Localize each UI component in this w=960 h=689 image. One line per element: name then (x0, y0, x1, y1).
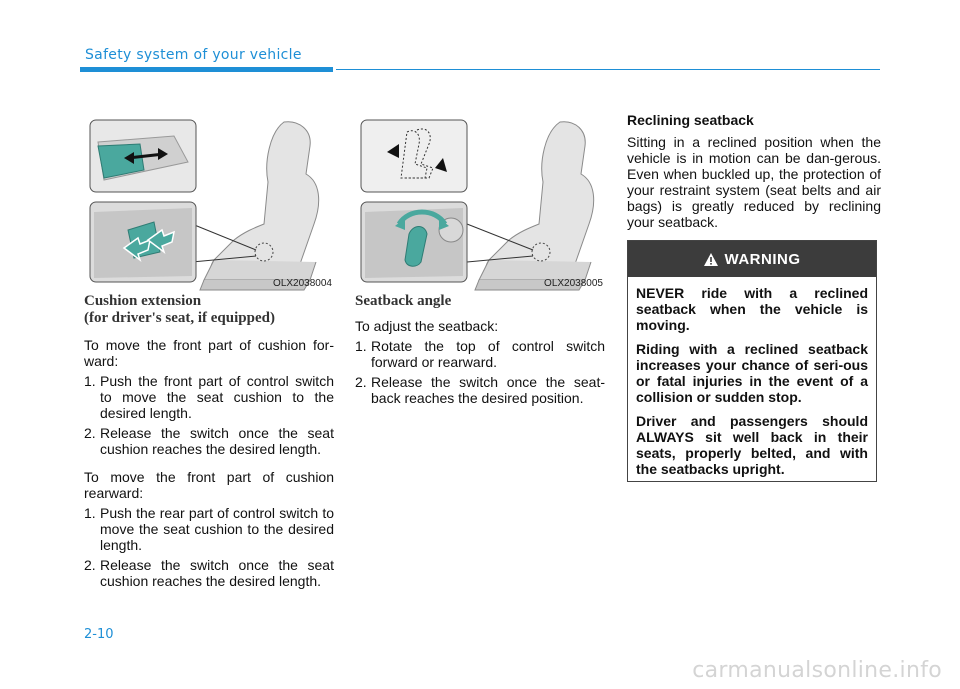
warning-triangle-icon (704, 253, 718, 266)
intro-forward: To move the front part of cushion for-ward: (84, 337, 334, 369)
rearward-steps (84, 505, 334, 589)
warning-body (628, 277, 876, 477)
intro-rearward: To move the front part of cushion rearward: (84, 469, 334, 501)
forward-steps (84, 373, 334, 457)
section-subheading: (for driver's seat, if equipped) (84, 310, 275, 326)
seatback-angle-section (355, 293, 605, 410)
seat-illustration (355, 112, 605, 292)
header-rule (80, 67, 333, 72)
section-heading: Seatback angle (355, 293, 452, 309)
page-number: 2-10 (84, 627, 114, 642)
seatback-intro: To adjust the seatback: (355, 318, 499, 334)
seatback-angle-figure (355, 112, 605, 292)
warning-paragraph: Driver and passengers should ALWAYS sit well back in their seats, properly belted, and with the seatbacks upright. (636, 413, 868, 477)
list-item: 1. Push the front part of control switch to move the seat cushion to the desired length. (84, 373, 334, 421)
list-item: 2. Release the switch once the seat cushion reaches the desired length. (84, 557, 334, 589)
warning-paragraph: NEVER ride with a reclined seatback when the vehicle is moving. (636, 285, 868, 333)
seatback-steps (355, 338, 605, 406)
list-item: 2. Release the switch once the seat cushion reaches the desired length. (84, 425, 334, 457)
header-rule-thin (336, 69, 880, 70)
figure-code: OLX2038005 (544, 278, 603, 289)
figure-code: OLX2038004 (273, 278, 332, 289)
list-item: 1. Push the rear part of control switch to move the seat cushion to the desired length. (84, 505, 334, 553)
section-heading: Reclining seatback (627, 112, 754, 128)
warning-label: WARNING (724, 250, 801, 268)
list-item: 1. Rotate the top of control switch forward or rearward. (355, 338, 605, 370)
header-title: Safety system of your vehicle (85, 47, 302, 63)
warning-header (628, 241, 876, 277)
cushion-extension-figure (84, 112, 334, 292)
reclining-text: Sitting in a reclined position when the vehicle is in motion can be dan-gerous. Even when buckled up, the protection of your restraint system (seat belts and air bags) is greatly reduced by reclining your seatback. (627, 134, 881, 230)
warning-paragraph: Riding with a reclined seatback increases your chance of seri-ous or fatal injuries in the event of a collision or sudden stop. (636, 341, 868, 405)
warning-box (627, 240, 877, 482)
cushion-extension-section (84, 293, 334, 593)
seat-illustration (84, 112, 334, 292)
list-item: 2. Release the switch once the seat-back reaches the desired position. (355, 374, 605, 406)
reclining-section (627, 112, 881, 230)
watermark: carmanualsonline.info (692, 658, 942, 683)
section-heading: Cushion extension (84, 293, 202, 309)
